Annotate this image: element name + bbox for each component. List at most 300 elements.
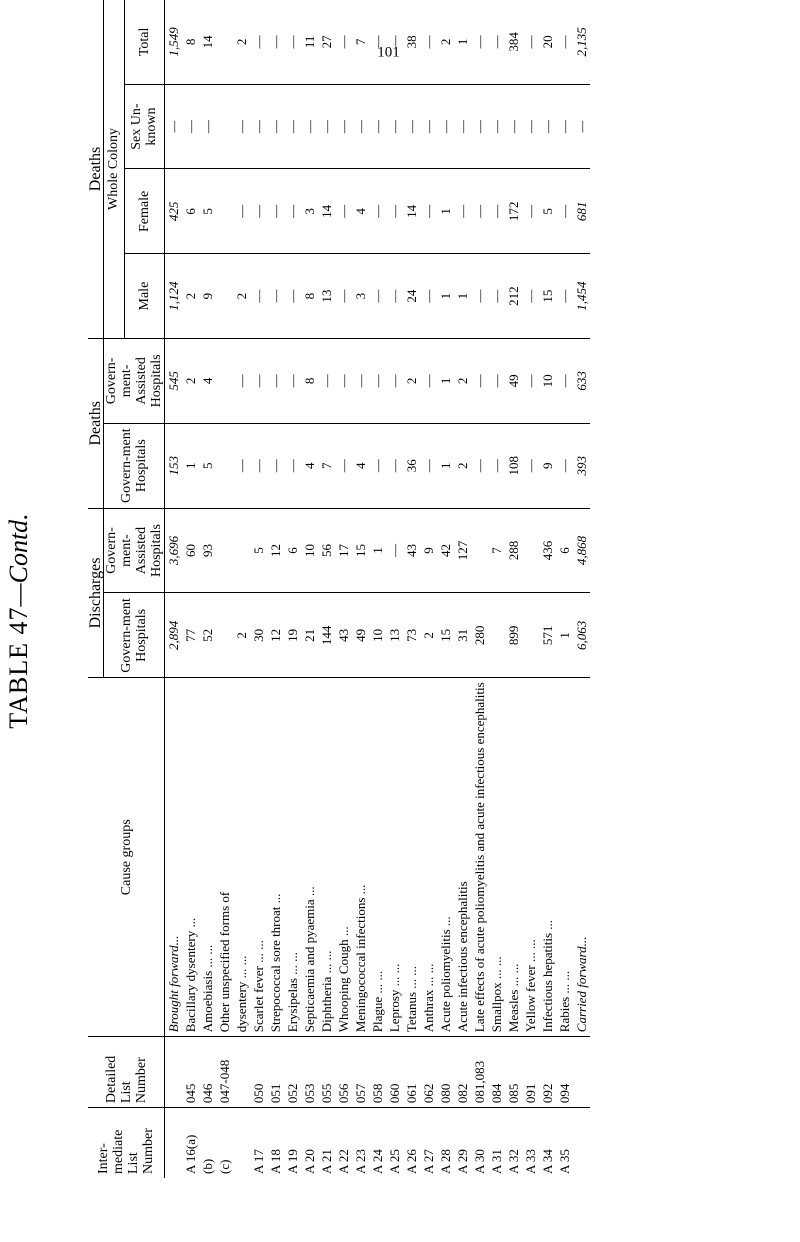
cell-hg (216, 423, 233, 508)
cell-dg: 6,063 (573, 593, 590, 678)
cell-detail: 050 (250, 1037, 267, 1108)
cell-cause: Erysipelas ... ... (284, 678, 301, 1037)
cell-inter: A 17 (251, 1149, 266, 1174)
cell-detail: 061 (403, 1037, 420, 1108)
cell-u: — (267, 84, 284, 169)
header-discharges-gov: Govern-ment Hospitals (104, 593, 165, 678)
cell-m: 2 (182, 254, 199, 339)
cell-dg: 30 (250, 593, 267, 678)
cell-detail: 085 (505, 1037, 522, 1108)
cell-f: — (267, 169, 284, 254)
cell-cause: Leprosy ... ... (386, 678, 403, 1037)
cell-da: 15 (352, 508, 369, 593)
cell-cause: Meningococcal infections ... (352, 678, 369, 1037)
cell-f: 681 (573, 169, 590, 254)
cell-hg: — (267, 423, 284, 508)
cell-u: — (335, 84, 352, 169)
cell-f: — (284, 169, 301, 254)
cell-detail (165, 1037, 183, 1108)
cell-m: 3 (352, 254, 369, 339)
cell-inter: (c) (217, 1159, 232, 1174)
cell-t: — (284, 0, 301, 84)
cell-u: — (233, 84, 250, 169)
cell-f: 14 (318, 169, 335, 254)
cell-t: — (522, 0, 539, 84)
cell-ha: 10 (539, 338, 556, 423)
cell-m: 24 (403, 254, 420, 339)
cell-inter (165, 1108, 183, 1178)
cell-da: 436 (539, 508, 556, 593)
table-row (488, 0, 505, 1178)
page-number: 101 (377, 44, 400, 61)
cell-ha: — (352, 338, 369, 423)
cell-u: — (301, 84, 318, 169)
table-row (420, 0, 437, 1178)
cell-m: — (420, 254, 437, 339)
cell-hg: — (233, 423, 250, 508)
table-row (318, 0, 335, 1178)
cell-inter: A 21 (319, 1149, 334, 1174)
cell-detail: 047-048 (216, 1037, 233, 1108)
cell-t: 384 (505, 0, 522, 84)
cell-inter: A 22 (336, 1149, 351, 1174)
cell-dg: 1 (556, 593, 573, 678)
cell-m: 9 (199, 254, 216, 339)
cell-da: 93 (199, 508, 216, 593)
cell-ha: — (522, 338, 539, 423)
cell-ha: — (250, 338, 267, 423)
cell-u: — (454, 84, 471, 169)
cell-u: — (539, 84, 556, 169)
cell-f: 6 (182, 169, 199, 254)
cell-f: — (386, 169, 403, 254)
cell-da: 6 (284, 508, 301, 593)
header-whole-colony: Whole Colony (104, 0, 125, 338)
cell-u: — (437, 84, 454, 169)
cell-dg: 12 (267, 593, 284, 678)
cell-u: — (250, 84, 267, 169)
cell-t: 1,549 (165, 0, 183, 84)
cell-f: 425 (165, 169, 183, 254)
cell-cause: Plague ... ... (369, 678, 386, 1037)
cell-u: — (386, 84, 403, 169)
cell-cause: Brought forward... (165, 678, 183, 1037)
cell-ha: 1 (437, 338, 454, 423)
cell-t: — (250, 0, 267, 84)
cell-da: 6 (556, 508, 573, 593)
cell-t: 20 (539, 0, 556, 84)
cell-ha: — (488, 338, 505, 423)
cell-detail: 091 (522, 1037, 539, 1108)
cell-inter: A 16(a) (183, 1134, 198, 1174)
cell-hg: 2 (454, 423, 471, 508)
cell-ha: — (556, 338, 573, 423)
cell-detail: 052 (284, 1037, 301, 1108)
cell-ha: 2 (403, 338, 420, 423)
cell-cause: Amoebiasis ... ... (199, 678, 216, 1037)
header-discharges-assisted: Govern-ment-Assisted Hospitals (104, 508, 165, 593)
cell-hg: — (369, 423, 386, 508)
cell-m: 13 (318, 254, 335, 339)
cell-t: 38 (403, 0, 420, 84)
cell-cause: Late effects of acute poliomyelitis and acute infectious encephalitis (471, 678, 488, 1037)
cell-dg: 73 (403, 593, 420, 678)
cell-dg: 15 (437, 593, 454, 678)
cell-hg: 9 (539, 423, 556, 508)
cell-u: — (284, 84, 301, 169)
cell-t: 11 (301, 0, 318, 84)
cell-inter: A 18 (268, 1149, 283, 1174)
cell-m: — (522, 254, 539, 339)
cell-da: 17 (335, 508, 352, 593)
header-cause: Cause groups (88, 678, 165, 1037)
cell-detail: 062 (420, 1037, 437, 1108)
cell-f: — (420, 169, 437, 254)
cell-dg: 77 (182, 593, 199, 678)
cell-m: 212 (505, 254, 522, 339)
cell-u: — (403, 84, 420, 169)
cell-t: 2 (437, 0, 454, 84)
cell-t: 2,135 (573, 0, 590, 84)
cell-detail (233, 1037, 250, 1108)
cell-cause: dysentery ... ... (233, 678, 250, 1037)
table-row (573, 0, 590, 1178)
cell-ha: — (471, 338, 488, 423)
cell-f: — (522, 169, 539, 254)
table-row (335, 0, 352, 1178)
cell-t: 1 (454, 0, 471, 84)
cell-cause: Anthrax ... ... (420, 678, 437, 1037)
cell-da: 5 (250, 508, 267, 593)
cell-u: — (505, 84, 522, 169)
cell-hg: — (420, 423, 437, 508)
cell-dg (216, 593, 233, 678)
cell-m: — (250, 254, 267, 339)
header-deaths-assisted: Govern-ment-Assisted Hospitals (104, 338, 165, 423)
cell-m: — (267, 254, 284, 339)
table-row (250, 0, 267, 1178)
cell-u: — (318, 84, 335, 169)
cell-inter: A 24 (370, 1149, 385, 1174)
header-sex-unknown: Sex Un-known (124, 84, 164, 169)
cell-da: 4,868 (573, 508, 590, 593)
cell-inter: (b) (200, 1158, 215, 1174)
cell-m: — (556, 254, 573, 339)
cell-hg: — (522, 423, 539, 508)
cell-f: — (471, 169, 488, 254)
cell-cause: Carried forward... (573, 678, 590, 1037)
cell-t (216, 0, 233, 84)
cell-da: 42 (437, 508, 454, 593)
table-row (454, 0, 471, 1178)
cell-ha: 2 (182, 338, 199, 423)
table-row (403, 0, 420, 1178)
cell-da (522, 508, 539, 593)
cell-t: — (556, 0, 573, 84)
cell-m: 8 (301, 254, 318, 339)
cell-dg: 13 (386, 593, 403, 678)
cell-dg: 899 (505, 593, 522, 678)
cell-u: — (352, 84, 369, 169)
table-row (539, 0, 556, 1178)
cell-hg: 393 (573, 423, 590, 508)
cell-ha: 8 (301, 338, 318, 423)
table-row (369, 0, 386, 1178)
cell-inter: A 19 (285, 1149, 300, 1174)
cell-cause: Acute poliomyelitis ... (437, 678, 454, 1037)
cell-dg: 144 (318, 593, 335, 678)
header-total: Total (124, 0, 164, 84)
cell-hg: 5 (199, 423, 216, 508)
cell-dg: 52 (199, 593, 216, 678)
cell-m: — (335, 254, 352, 339)
cell-m: — (386, 254, 403, 339)
cell-dg: 43 (335, 593, 352, 678)
cell-dg: 280 (471, 593, 488, 678)
cell-hg: 1 (437, 423, 454, 508)
cell-inter: A 23 (353, 1149, 368, 1174)
cell-f: — (488, 169, 505, 254)
cell-u: — (556, 84, 573, 169)
cell-inter: A 32 (506, 1149, 521, 1174)
cell-t: — (488, 0, 505, 84)
cell-t: — (471, 0, 488, 84)
cell-m: 1 (454, 254, 471, 339)
cell-u: — (199, 84, 216, 169)
cell-u: — (488, 84, 505, 169)
cell-detail: 081,083 (471, 1037, 488, 1108)
cell-inter: A 28 (438, 1149, 453, 1174)
cell-t: 14 (199, 0, 216, 84)
table-row (556, 0, 573, 1178)
cell-m: 1,454 (573, 254, 590, 339)
cell-da: 127 (454, 508, 471, 593)
cell-da: 60 (182, 508, 199, 593)
cell-detail: 045 (182, 1037, 199, 1108)
cell-dg: 49 (352, 593, 369, 678)
cell-t: — (369, 0, 386, 84)
cell-m: — (471, 254, 488, 339)
cell-cause: Yellow fever ... ... (522, 678, 539, 1037)
cell-da: 12 (267, 508, 284, 593)
cell-dg: 2 (420, 593, 437, 678)
cell-hg: — (335, 423, 352, 508)
cell-inter (573, 1108, 590, 1178)
cell-cause: Rabies ... ... (556, 678, 573, 1037)
cell-hg: 1 (182, 423, 199, 508)
cell-f: 172 (505, 169, 522, 254)
cell-da: 3,696 (165, 508, 183, 593)
cell-ha: — (284, 338, 301, 423)
cell-m: — (284, 254, 301, 339)
cell-hg: 4 (301, 423, 318, 508)
cell-ha: 633 (573, 338, 590, 423)
cell-cause: Whooping Cough ... (335, 678, 352, 1037)
cell-detail: 056 (335, 1037, 352, 1108)
cell-inter: A 35 (557, 1149, 572, 1174)
cell-dg: 2,894 (165, 593, 183, 678)
table-row (233, 0, 250, 1178)
cell-detail: 046 (199, 1037, 216, 1108)
cell-f: — (454, 169, 471, 254)
cell-cause: Other unspecified forms of (216, 678, 233, 1037)
cell-u: — (369, 84, 386, 169)
cell-dg: 10 (369, 593, 386, 678)
cell-u (216, 84, 233, 169)
cell-f: — (556, 169, 573, 254)
cell-cause: Smallpox ... ... (488, 678, 505, 1037)
table-row (284, 0, 301, 1178)
cell-t: — (386, 0, 403, 84)
cell-inter: A 34 (540, 1149, 555, 1174)
cell-detail: 057 (352, 1037, 369, 1108)
table-body (165, 0, 591, 1178)
cell-detail: 053 (301, 1037, 318, 1108)
cell-t: 7 (352, 0, 369, 84)
cell-hg: 153 (165, 423, 183, 508)
header-detailed: Detailed List Number (88, 1037, 165, 1108)
header-discharges: Discharges (88, 508, 104, 678)
cell-da: 10 (301, 508, 318, 593)
data-table (88, 0, 590, 1178)
cell-t: — (267, 0, 284, 84)
table-row (199, 0, 216, 1178)
table-row (437, 0, 454, 1178)
cell-inter: A 20 (302, 1149, 317, 1174)
cell-da: 7 (488, 508, 505, 593)
cell-ha: — (386, 338, 403, 423)
table-row (471, 0, 488, 1178)
cell-u: — (573, 84, 590, 169)
cell-t: 2 (233, 0, 250, 84)
cell-dg: 2 (233, 593, 250, 678)
cell-m: 2 (233, 254, 250, 339)
table-row (352, 0, 369, 1178)
header-deaths-colony: Deaths (88, 0, 104, 338)
cell-cause: Septicaemia and pyaemia ... (301, 678, 318, 1037)
table-row (267, 0, 284, 1178)
cell-dg: 571 (539, 593, 556, 678)
cell-hg: 108 (505, 423, 522, 508)
header-intermediate: Inter-mediate List Number (88, 1108, 165, 1178)
cell-dg: 31 (454, 593, 471, 678)
table-row (165, 0, 183, 1178)
cell-inter: A 26 (404, 1149, 419, 1174)
cell-da: — (386, 508, 403, 593)
cell-hg: 36 (403, 423, 420, 508)
cell-ha: — (335, 338, 352, 423)
cell-f: — (233, 169, 250, 254)
cell-da: 288 (505, 508, 522, 593)
cell-hg: — (471, 423, 488, 508)
cell-f: — (250, 169, 267, 254)
header-male: Male (124, 254, 164, 339)
cell-f: 5 (539, 169, 556, 254)
cell-ha: — (318, 338, 335, 423)
table-row (505, 0, 522, 1178)
cell-u: — (471, 84, 488, 169)
cell-detail: 051 (267, 1037, 284, 1108)
cell-u: — (522, 84, 539, 169)
cell-detail: 055 (318, 1037, 335, 1108)
table-row (301, 0, 318, 1178)
cell-dg: 19 (284, 593, 301, 678)
cell-f: 5 (199, 169, 216, 254)
cell-hg: — (250, 423, 267, 508)
cell-f: — (335, 169, 352, 254)
cell-m: — (488, 254, 505, 339)
cell-f: 1 (437, 169, 454, 254)
cell-detail: 058 (369, 1037, 386, 1108)
cell-da (233, 508, 250, 593)
cell-detail: 084 (488, 1037, 505, 1108)
cell-dg (488, 593, 505, 678)
cell-cause: Strepococcal sore throat ... (267, 678, 284, 1037)
cell-u: — (182, 84, 199, 169)
cell-f: 3 (301, 169, 318, 254)
cell-detail: 094 (556, 1037, 573, 1108)
cell-f: — (369, 169, 386, 254)
cell-inter (233, 1108, 250, 1178)
cell-da (216, 508, 233, 593)
cell-detail (573, 1037, 590, 1108)
cell-ha: — (369, 338, 386, 423)
cell-detail: 080 (437, 1037, 454, 1108)
cell-inter: A 25 (387, 1149, 402, 1174)
cell-m (216, 254, 233, 339)
cell-dg: 21 (301, 593, 318, 678)
cell-detail: 092 (539, 1037, 556, 1108)
cell-hg: — (556, 423, 573, 508)
cell-t: 27 (318, 0, 335, 84)
cell-hg: — (386, 423, 403, 508)
cell-hg: — (488, 423, 505, 508)
cell-hg: 4 (352, 423, 369, 508)
cell-ha: — (233, 338, 250, 423)
cell-detail: 060 (386, 1037, 403, 1108)
cell-m: — (369, 254, 386, 339)
table-title: TABLE 47—Contd. (4, 513, 33, 729)
cell-da: 1 (369, 508, 386, 593)
cell-m: 15 (539, 254, 556, 339)
cell-cause: Diphtheria ... ... (318, 678, 335, 1037)
cell-dg (522, 593, 539, 678)
cell-ha: 4 (199, 338, 216, 423)
table-row (386, 0, 403, 1178)
cell-ha: 545 (165, 338, 183, 423)
table-row (522, 0, 539, 1178)
cell-da: 43 (403, 508, 420, 593)
cell-inter: A 27 (421, 1149, 436, 1174)
cell-detail: 082 (454, 1037, 471, 1108)
cell-hg: 7 (318, 423, 335, 508)
cell-ha: 49 (505, 338, 522, 423)
cell-hg: — (284, 423, 301, 508)
cell-u: — (165, 84, 183, 169)
table-row (182, 0, 199, 1178)
cell-f: 4 (352, 169, 369, 254)
cell-m: 1,124 (165, 254, 183, 339)
cell-inter: A 29 (455, 1149, 470, 1174)
cell-cause: Infectious hepatitis ... (539, 678, 556, 1037)
cell-t: — (335, 0, 352, 84)
cell-cause: Acute infectious encephalitis (454, 678, 471, 1037)
header-deaths-gov: Govern-ment Hospitals (104, 423, 165, 508)
header-female: Female (124, 169, 164, 254)
cell-u: — (420, 84, 437, 169)
cell-cause: Bacillary dysentery ... (182, 678, 199, 1037)
cell-f (216, 169, 233, 254)
